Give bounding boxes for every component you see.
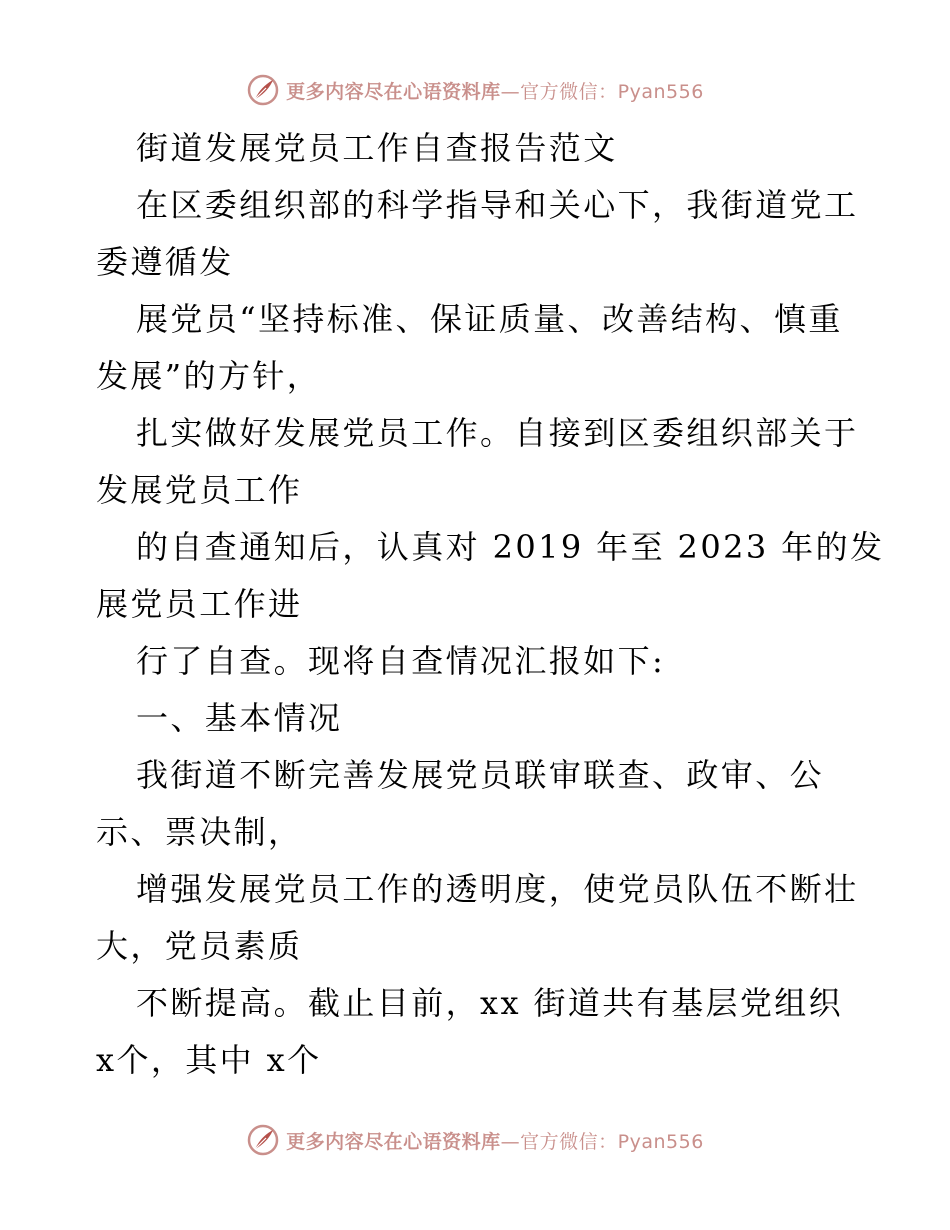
paragraph-line: 展党员“坚持标准、保证质量、改善结构、慎重 [136,300,843,338]
paragraph-line: 委遵循发 [96,243,234,281]
paragraph-line: 在区委组织部的科学指导和关心下，我街道党工 [136,186,859,224]
section-heading: 一、基本情况 [136,699,343,737]
feather-quill-icon [246,1123,280,1157]
paragraph-line: x个，其中 x个 [96,1041,322,1079]
paragraph-line: 的自查通知后，认真对 2019 年至 2023 年的发 [136,528,885,566]
header-watermark [0,70,950,110]
paragraph-line: 展党员工作进 [96,585,303,623]
watermark-sub-text: —官方微信：Pyan556 [500,80,704,103]
feather-quill-icon [246,73,280,107]
paragraph-line: 行了自查。现将自查情况汇报如下: [136,642,666,680]
paragraph-line: 发展”的方针， [96,357,322,395]
watermark-main-text: 更多内容尽在心语资料库 [286,80,501,103]
footer-watermark [0,1120,950,1160]
document-title: 街道发展党员工作自查报告范文 [136,129,618,167]
paragraph-line: 不断提高。截止目前，xx 街道共有基层党组织 [136,984,844,1022]
paragraph-line: 增强发展党员工作的透明度，使党员队伍不断壮 [136,870,859,908]
watermark-sub-text: —官方微信：Pyan556 [500,1130,704,1153]
paragraph-line: 大，党员素质 [96,927,303,965]
paragraph-line: 扎实做好发展党员工作。自接到区委组织部关于 [136,414,859,452]
watermark-main-text: 更多内容尽在心语资料库 [286,1130,501,1153]
paragraph-line: 我街道不断完善发展党员联审联查、政审、公 [136,756,825,794]
document-body [96,120,885,1089]
paragraph-line: 发展党员工作 [96,471,303,509]
paragraph-line: 示、票决制， [96,813,303,851]
